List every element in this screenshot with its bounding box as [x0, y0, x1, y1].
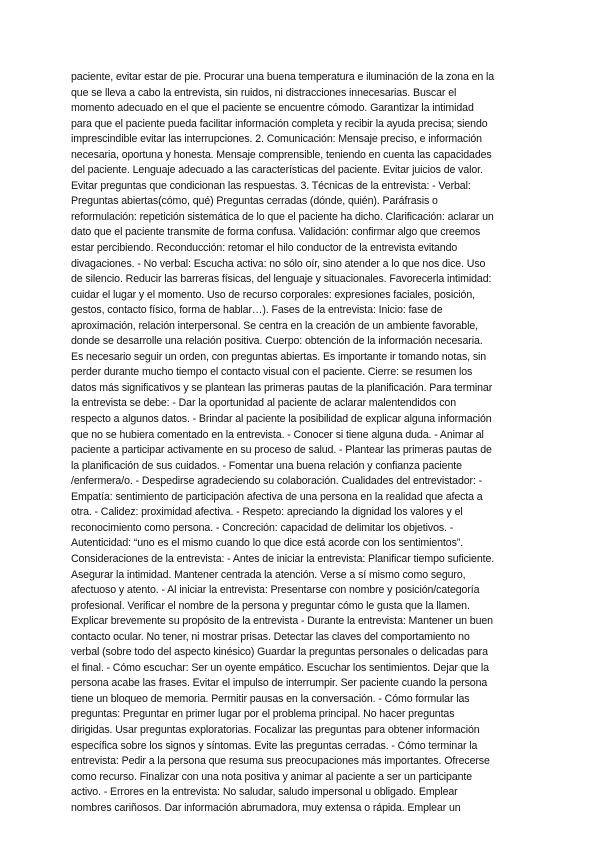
- text-line: cuidar el lugar y el momento. Uso de recurso corporales: expresiones faciales, posición,: [71, 288, 475, 301]
- text-line: el final. - Cómo escuchar: Ser un oyente empático. Escuchar los sentimientos. Dejar que la: [71, 661, 489, 674]
- text-line: dato que el paciente transmite de forma confusa. Validación: confirmar algo que creemos: [71, 226, 481, 239]
- text-line: activo. - Errores en la entrevista: No saludar, saludo impersonal u obligado. Emplear: [71, 786, 458, 799]
- body-text: [71, 70, 530, 816]
- text-line: contacto ocular. No tener, ni mostrar prisas. Detectar las claves del comportamiento no: [71, 630, 470, 643]
- text-line: momento adecuado en el que el paciente se encuentre cómodo. Garantizar la intimidad: [71, 102, 474, 115]
- text-line: Autenticidad: “uno es el mismo cuando lo que dice está acorde con los sentimientos”.: [71, 537, 464, 550]
- text-line: datos más significativos y se plantean las primeras pautas de la planificación. Para terminar: [71, 381, 493, 394]
- text-line: como recurso. Finalizar con una nota positiva y animar al paciente a ser un participante: [71, 770, 473, 783]
- text-line: divagaciones. - No verbal: Escucha activa: no sólo oír, sino atender a lo que nos dice. Uso: [71, 257, 486, 270]
- text-line: reconocimiento como persona. - Concreción: capacidad de delimitar los objetivos. -: [71, 521, 454, 534]
- text-line: necesaria, oportuna y honesta. Mensaje comprensible, teniendo en cuenta las capacidades: [71, 148, 492, 161]
- text-line: paciente a participar activamente en su proceso de salud. - Plantear las primeras pautas de: [71, 444, 492, 457]
- text-line: gestos, contacto físico, forma de hablar…). Fases de la entrevista: Inicio: fase de: [71, 304, 443, 317]
- text-line: para que el paciente pueda facilitar información completa y recibir la ayuda precisa; siendo: [71, 117, 488, 130]
- text-line: Consideraciones de la entrevista: - Antes de iniciar la entrevista: Planificar tiempo suficiente.: [71, 552, 495, 565]
- text-line: imprescindible evitar las interrupciones. 2. Comunicación: Mensaje preciso, e información: [71, 133, 482, 146]
- text-line: Asegurar la intimidad. Mantener centrada la atención. Verse a sí mismo como seguro,: [71, 568, 466, 581]
- text-line: la planificación de sus cuidados. - Fomentar una buena relación y confianza paciente: [71, 459, 462, 472]
- text-line: Es necesario seguir un orden, con preguntas abiertas. Es importante ir tomando notas, sin: [71, 350, 487, 363]
- text-line: /enfermera/o. - Despedirse agradeciendo su colaboración. Cualidades del entrevistador: -: [71, 475, 483, 488]
- text-line: estar percibiendo. Reconducción: retomar el hilo conductor de la entrevista evitando: [71, 242, 458, 255]
- text-line: preguntas: Preguntar en primer lugar por el problema principal. No hacer preguntas: [71, 708, 455, 721]
- text-line: aproximación, relación interpersonal. Se centra en la creación de un ambiente favorable,: [71, 319, 478, 332]
- text-line: dirigidas. Usar preguntas exploratorias. Focalizar las preguntas para obtener información: [71, 723, 480, 736]
- text-line: perder durante mucho tiempo el contacto visual con el paciente. Cierre: se resumen los: [71, 366, 473, 379]
- text-line: verbal (sobre todo del aspecto kinésico) Guardar la preguntas personales o delicadas para: [71, 646, 488, 659]
- text-line: Preguntas abiertas(cómo, qué) Preguntas cerradas (dónde, quién). Paráfrasis o: [71, 195, 438, 208]
- text-line: del paciente. Lenguaje adecuado a las características del paciente. Evitar juicios de valor.: [71, 164, 483, 177]
- text-line: la entrevista se debe: - Dar la oportunidad al paciente de aclarar malentendidos con: [71, 397, 456, 410]
- text-line: afectuoso y atento. - Al iniciar la entrevista: Presentarse con nombre y posición/categoría: [71, 584, 480, 597]
- text-line: específica sobre los signos y síntomas. Evite las preguntas cerradas. - Cómo terminar la: [71, 739, 478, 752]
- text-line: tiene un bloqueo de memoria. Permitir pausas en la conversación. - Cómo formular las: [71, 692, 470, 705]
- text-line: persona acabe las frases. Evitar el impulso de interrumpir. Ser paciente cuando la persona: [71, 677, 488, 690]
- text-line: que se lleva a cabo la entrevista, sin ruidos, ni distracciones innecesarias. Buscar el: [71, 86, 457, 99]
- text-line: Explicar brevemente su propósito de la entrevista - Durante la entrevista: Mantener un buen: [71, 615, 493, 628]
- text-line: de silencio. Reducir las barreras físicas, del lenguaje y situacionales. Favorecerla intimidad:: [71, 273, 492, 286]
- text-line: Empatía: sentimiento de participación afectiva de una persona en la realidad que afecta a: [71, 490, 483, 503]
- text-line: profesional. Verificar el nombre de la persona y preguntar cómo le gusta que la llamen.: [71, 599, 470, 612]
- text-line: nombres cariñosos. Dar información abrumadora, muy extensa o rápida. Emplear un: [71, 801, 461, 814]
- text-line: donde se desarrolle una relación positiva. Cuerpo: obtención de la información necesaria.: [71, 335, 483, 348]
- text-line: respecto a algunos datos. - Brindar al paciente la posibilidad de explicar alguna información: [71, 413, 492, 426]
- text-line: entrevista: Pedir a la persona que resuma sus preocupaciones más importantes. Ofrecerse: [71, 755, 490, 768]
- text-line: reformulación: repetición sistemática de lo que el paciente ha dicho. Clarificación: aclarar un: [71, 210, 494, 223]
- text-line: otra. - Calidez: proximidad afectiva. - Respeto: apreciando la dignidad los valores y el: [71, 506, 463, 519]
- text-line: Evitar preguntas que condicionan las respuestas. 3. Técnicas de la entrevista: - Verbal:: [71, 179, 471, 192]
- text-line: paciente, evitar estar de pie. Procurar una buena temperatura e iluminación de la zona en la: [71, 71, 495, 83]
- text-line: que no se hubiera comentado en la entrevista. - Conocer si tiene alguna duda. - Animar al: [71, 428, 484, 441]
